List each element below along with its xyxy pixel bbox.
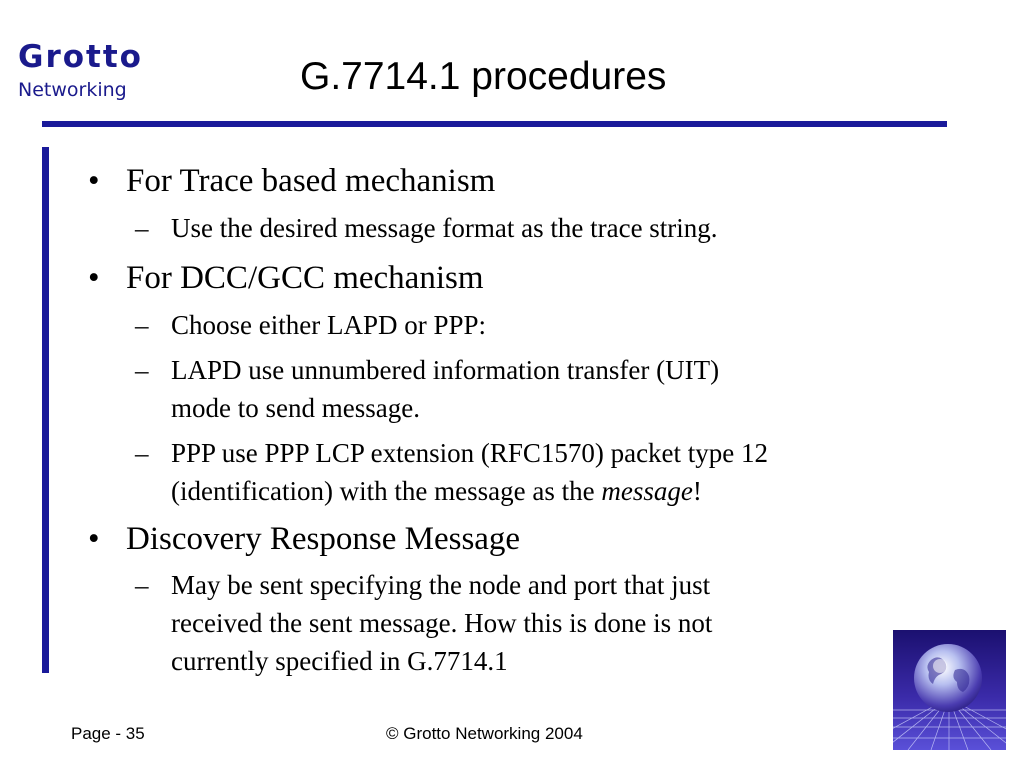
- sub-bullet-text: LAPD use unnumbered information transfer (UIT): [171, 355, 720, 385]
- bullet-text: Discovery Response Message: [126, 521, 521, 557]
- sub-bullet-text: Use the desired message format as the trace string.: [171, 213, 718, 243]
- content-left-bar: [42, 147, 49, 673]
- bullet-symbol: •: [88, 260, 100, 296]
- slide-title: G.7714.1 procedures: [300, 55, 667, 98]
- dash-symbol: –: [135, 438, 149, 468]
- sub-bullet-text: May be sent specifying the node and port that just: [171, 570, 711, 600]
- sub-bullet-text: Choose either LAPD or PPP:: [171, 310, 487, 340]
- globe-grid-image: [893, 630, 1006, 750]
- bullet-symbol: •: [88, 163, 100, 199]
- sub-bullet-text: (identification) with the message as the message!: [171, 476, 702, 506]
- sub-bullet-text: received the sent message. How this is done is not: [171, 608, 713, 638]
- dash-symbol: –: [135, 213, 149, 243]
- bullet-text: For DCC/GCC mechanism: [126, 260, 484, 296]
- sub-bullet-text: mode to send message.: [171, 393, 420, 423]
- dash-symbol: –: [135, 570, 149, 600]
- bullet-text: For Trace based mechanism: [126, 163, 496, 199]
- company-logo: [18, 39, 143, 101]
- sub-bullet-text: currently specified in G.7714.1: [171, 646, 508, 676]
- dash-symbol: –: [135, 355, 149, 385]
- page-number: Page - 35: [71, 724, 145, 743]
- logo-networking-text: Networking: [18, 79, 127, 101]
- copyright-text: © Grotto Networking 2004: [386, 724, 583, 743]
- sub-bullet-text: PPP use PPP LCP extension (RFC1570) packet type 12: [171, 438, 769, 468]
- bullet-symbol: •: [88, 521, 100, 557]
- dash-symbol: –: [135, 310, 149, 340]
- emphasis-text: message: [601, 476, 693, 506]
- title-divider: [42, 121, 947, 127]
- logo-grotto-text: Grotto: [18, 39, 143, 75]
